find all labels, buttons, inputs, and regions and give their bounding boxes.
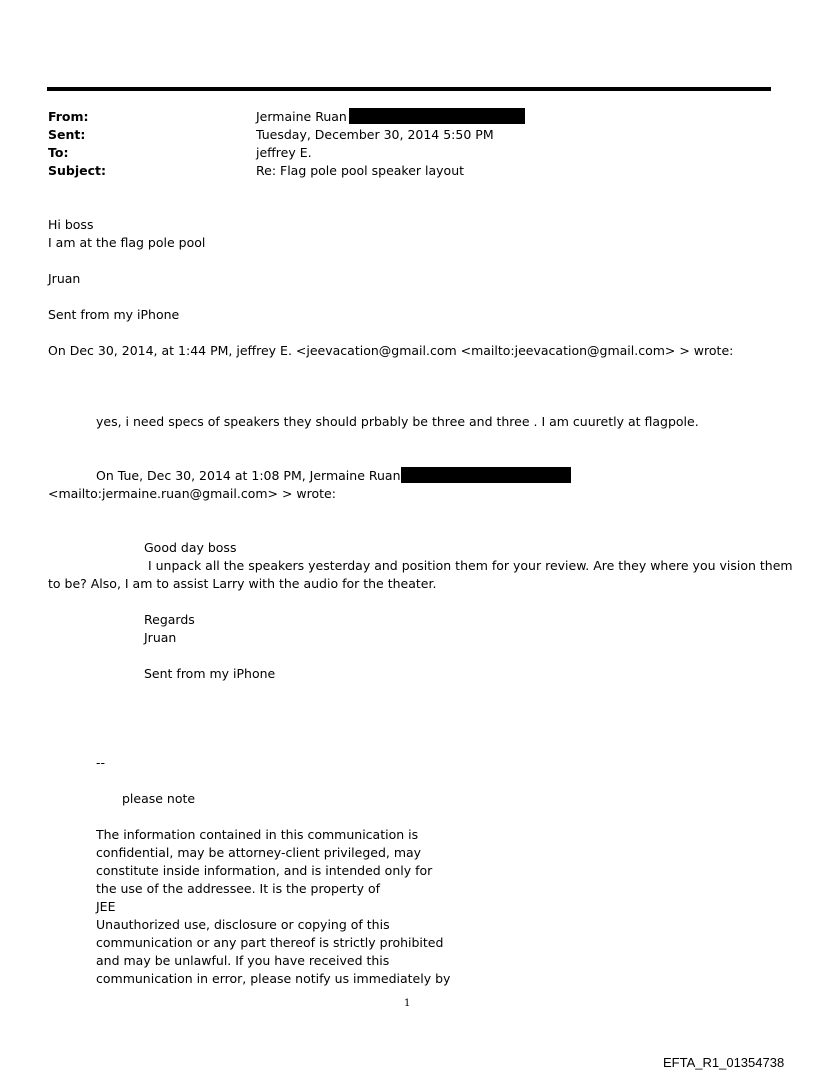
from-label: From: [48, 109, 89, 124]
original-regards: Regards [144, 612, 195, 627]
body-line: I am at the flag pole pool [48, 235, 206, 250]
subject-label: Subject: [48, 163, 106, 178]
original-sent-from: Sent from my iPhone [144, 666, 276, 681]
disclaimer-line: The information contained in this communication is [96, 827, 419, 842]
signature: Jruan [48, 271, 81, 286]
from-value [256, 108, 525, 125]
nested-quote-header-text: On Tue, Dec 30, 2014 at 1:08 PM, Jermaine Ruan [96, 468, 401, 483]
reply-text: yes, i need specs of speakers they should prbably be three and three . I am cuuretly at flagpole. [96, 414, 699, 429]
please-note: please note [122, 791, 196, 806]
document-id: EFTA_R1_01354738 [663, 1055, 785, 1070]
redaction-box [401, 467, 571, 483]
header-rule [47, 87, 771, 91]
sent-value: Tuesday, December 30, 2014 5:50 PM [256, 127, 494, 142]
sent-label: Sent: [48, 127, 86, 142]
disclaimer-line: the use of the addressee. It is the property of [96, 881, 381, 896]
original-message-line1: I unpack all the speakers yesterday and position them for your review. Are they where you vision them [144, 558, 793, 573]
quote-header: On Dec 30, 2014, at 1:44 PM, jeffrey E. <jeevacation@gmail.com <mailto:jeevacation@gmail.com> > wrote: [48, 343, 734, 358]
nested-quote-header [96, 467, 571, 484]
redaction-box [349, 108, 525, 124]
disclaimer-line: communication in error, please notify us immediately by [96, 971, 451, 986]
to-value: jeffrey E. [256, 145, 312, 160]
original-name: Jruan [144, 630, 177, 645]
original-greeting: Good day boss [144, 540, 237, 555]
disclaimer-line: Unauthorized use, disclosure or copying of this [96, 917, 390, 932]
subject-value: Re: Flag pole pool speaker layout [256, 163, 465, 178]
disclaimer-line: and may be unlawful. If you have received this [96, 953, 390, 968]
signature-dashes: -- [96, 755, 106, 770]
disclaimer-line: communication or any part thereof is strictly prohibited [96, 935, 444, 950]
from-name: Jermaine Ruan [256, 109, 347, 124]
original-message-line2: to be? Also, I am to assist Larry with the audio for the theater. [48, 576, 437, 591]
disclaimer-line: constitute inside information, and is intended only for [96, 863, 433, 878]
to-label: To: [48, 145, 69, 160]
sent-from-line: Sent from my iPhone [48, 307, 180, 322]
greeting-line: Hi boss [48, 217, 94, 232]
disclaimer-line: JEE [96, 899, 116, 914]
nested-quote-header-line2: <mailto:jermaine.ruan@gmail.com> > wrote: [48, 486, 336, 501]
disclaimer-line: confidential, may be attorney-client privileged, may [96, 845, 422, 860]
page-number: 1 [404, 998, 411, 1009]
